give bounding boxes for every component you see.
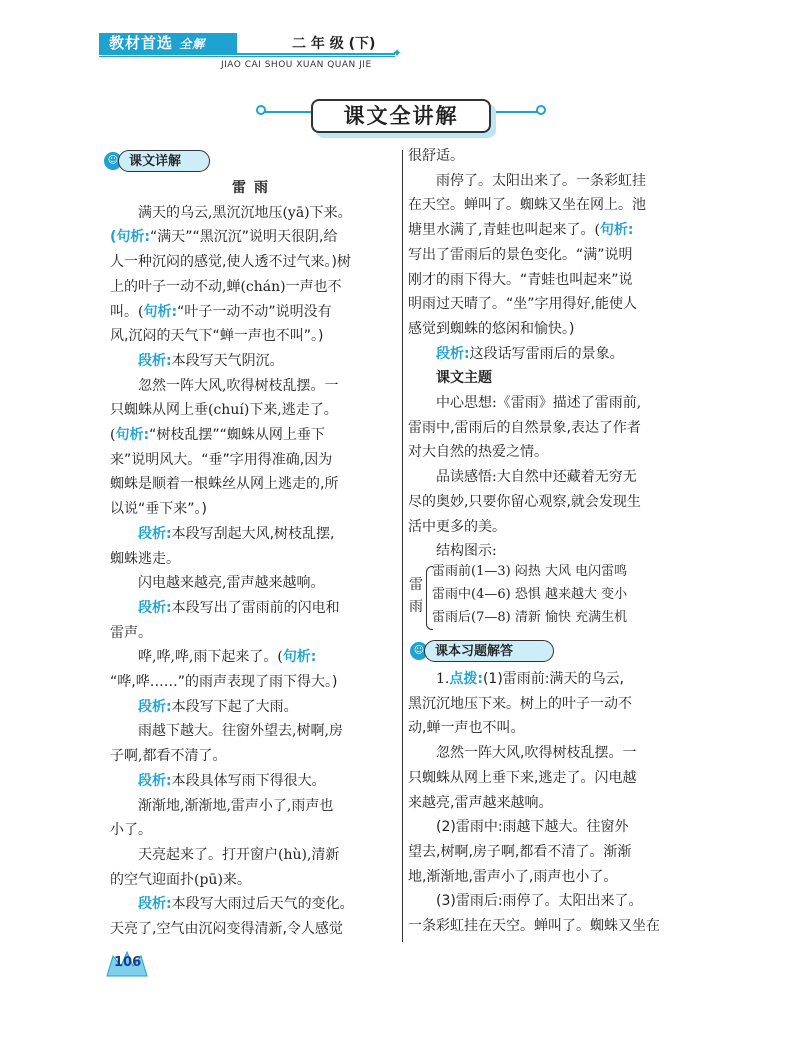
paragraph: 忽然一阵大风,吹得树枝乱摆。一 [138, 377, 339, 394]
paragraph: 来”说明风大。“垂”字用得准确,因为 [110, 451, 333, 468]
paragraph: 明雨过天晴了。“坐”字用得好,能使人 [408, 296, 637, 313]
paragraph: 尽的奥妙,只要你留心观察,就会发现生 [408, 493, 641, 510]
paragraph: 人一种沉闷的感觉,使人透不过气来。)树 [110, 254, 351, 271]
structure-root: 雷雨 [409, 577, 423, 615]
paragraph: 一条彩虹挂在天空。蝉叫了。蜘蛛又坐在 [408, 918, 660, 935]
header-rule [99, 53, 395, 55]
section-header-exercises: 课本习题解答 [424, 640, 554, 662]
paragraph: 望去,树啊,房子啊,都看不清了。渐渐 [408, 843, 632, 860]
paragraph: 品读感悟:大自然中还藏着无穷无 [436, 469, 637, 486]
paragraph: 忽然一阵大风,吹得树枝乱摆。一 [436, 745, 637, 762]
paragraph: 雨停了。太阳出来了。一条彩虹挂 [436, 172, 646, 189]
paragraph: “哗,哗……”的雨声表现了雨下得大。) [110, 674, 338, 691]
paragraph: 天亮了,空气由沉闷变得清新,令人感觉 [110, 921, 343, 938]
paragraph: (句析:“满天”“黑沉沉”说明天很阴,给 [110, 229, 338, 246]
paragraph: 小了。 [110, 822, 152, 839]
paragraph: 上的叶子一动不动,蝉(chán)一声也不 [110, 278, 342, 295]
paragraph: 只蜘蛛从网上垂(chuí)下来,逃走了。 [110, 402, 338, 419]
answers-block [408, 667, 698, 939]
column-divider [402, 150, 403, 942]
banner-dot-right [536, 105, 546, 115]
paragraph: 地,渐渐地,雷声小了,雨声也小了。 [408, 868, 618, 885]
series-tag: 教材首选 全解 [99, 33, 237, 53]
paragraph: 渐渐地,渐渐地,雷声小了,雨声也 [138, 797, 334, 814]
structure-diagram [432, 560, 702, 629]
paragraph: 雷声。 [110, 624, 152, 641]
paragraph: 雨越下越大。往窗外望去,树啊,房 [138, 723, 343, 740]
banner-line-right [490, 111, 540, 113]
paragraph: 活中更多的美。 [408, 518, 506, 535]
paragraph: 雷雨中,雷雨后的自然景象,表达了作者 [408, 419, 641, 436]
page-number: 106 [114, 955, 142, 970]
paragraph: 在天空。蝉叫了。蜘蛛又坐在网上。池 [408, 197, 646, 214]
paragraph-analysis: 段析:本段具体写雨下得很大。 [138, 772, 326, 789]
paragraph-analysis: 段析:本段写天气阴沉。 [138, 352, 284, 369]
smiley-icon: ☺ [410, 642, 428, 660]
right-column [408, 144, 698, 564]
structure-row: 雷雨中(4—6) 恐惧 越来越大 变小 [432, 587, 628, 602]
paragraph-analysis: 段析:本段写出了雷雨前的闪电和 [138, 599, 340, 616]
paragraph-analysis: 段析:本段写大雨过后天气的变化。 [138, 896, 354, 913]
paragraph: 动,蝉一声也不叫。 [408, 720, 525, 737]
paragraph: 蜘蛛逃走。 [110, 550, 180, 567]
paragraph: 塘里水满了,青蛙也叫起来了。(句析: [408, 222, 634, 239]
paragraph: 很舒适。 [408, 148, 464, 164]
paragraph: 来越亮,雷声越来越响。 [408, 794, 553, 811]
structure-row: 雷雨前(1—3) 闷热 大风 电闪雷鸣 [432, 564, 628, 579]
banner-line-left [262, 111, 312, 113]
paragraph: 子啊,都看不清了。 [110, 748, 227, 765]
paragraph: 1.点拨:(1)雷雨前:满天的乌云, [436, 671, 624, 687]
banner-dot-left [256, 105, 266, 115]
paragraph: 刚才的雨下得大。“青蛙也叫起来”说 [408, 271, 633, 288]
section-header-text-detail: 课文详解 [118, 150, 210, 172]
paragraph: 对大自然的热爱之情。 [408, 444, 548, 461]
paragraph: 以说“垂下来”。) [110, 501, 207, 518]
page-title: 课文全讲解 [311, 99, 491, 133]
paragraph: 风,沉闷的天气下“蝉一声也不叫”。) [110, 328, 324, 345]
paragraph-analysis: 段析:这段话写雷雨后的景象。 [436, 345, 624, 362]
theme-heading: 课文主题 [436, 370, 492, 387]
paragraph: 的空气迎面扑(pū)来。 [110, 871, 251, 888]
smiley-icon: ☺ [104, 152, 122, 170]
paragraph: 结构图示: [436, 543, 497, 560]
paragraph: 满天的乌云,黑沉沉地压(yā)下来。 [138, 204, 352, 221]
paragraph: 蜘蛛是顺着一根蛛丝从网上逃走的,所 [110, 476, 339, 493]
paragraph: 叫。(句析:“叶子一动不动”说明没有 [110, 303, 332, 320]
left-column [110, 176, 398, 942]
paragraph-analysis: 段析:本段写刮起大风,树枝乱摆, [138, 525, 335, 542]
paragraph: 只蜘蛛从网上垂下来,逃走了。闪电越 [408, 769, 637, 786]
paragraph: 天亮起来了。打开窗户(hù),清新 [138, 846, 340, 863]
paragraph-analysis: 段析:本段写下起了大雨。 [138, 698, 298, 715]
paragraph: (3)雷雨后:雨停了。太阳出来了。 [436, 893, 643, 910]
paragraph: 闪电越来越亮,雷声越来越响。 [138, 575, 325, 592]
grade-label: 二 年 级 (下) [292, 36, 376, 52]
series-pinyin: JIAO CAI SHOU XUAN QUAN JIE [221, 60, 372, 70]
structure-row: 雷雨后(7—8) 清新 愉快 充满生机 [432, 610, 628, 625]
paragraph: 黑沉沉地压下来。树上的叶子一动不 [408, 695, 632, 712]
sparkle-icon: ✦ [392, 46, 403, 60]
paragraph: 哗,哗,哗,雨下起来了。(句析: [138, 649, 317, 666]
paragraph: 写出了雷雨后的景色变化。“满”说明 [408, 246, 633, 263]
paragraph: (句析:“树枝乱摆”“蜘蛛从网上垂下 [110, 427, 325, 444]
lesson-title: 雷雨 [232, 180, 276, 196]
paragraph: 感觉到蜘蛛的悠闲和愉快。) [408, 320, 575, 337]
paragraph: (2)雷雨中:雨越下越大。往窗外 [436, 819, 629, 836]
header-rule-thin [99, 56, 395, 57]
paragraph: 中心思想:《雷雨》描述了雷雨前, [436, 395, 642, 412]
